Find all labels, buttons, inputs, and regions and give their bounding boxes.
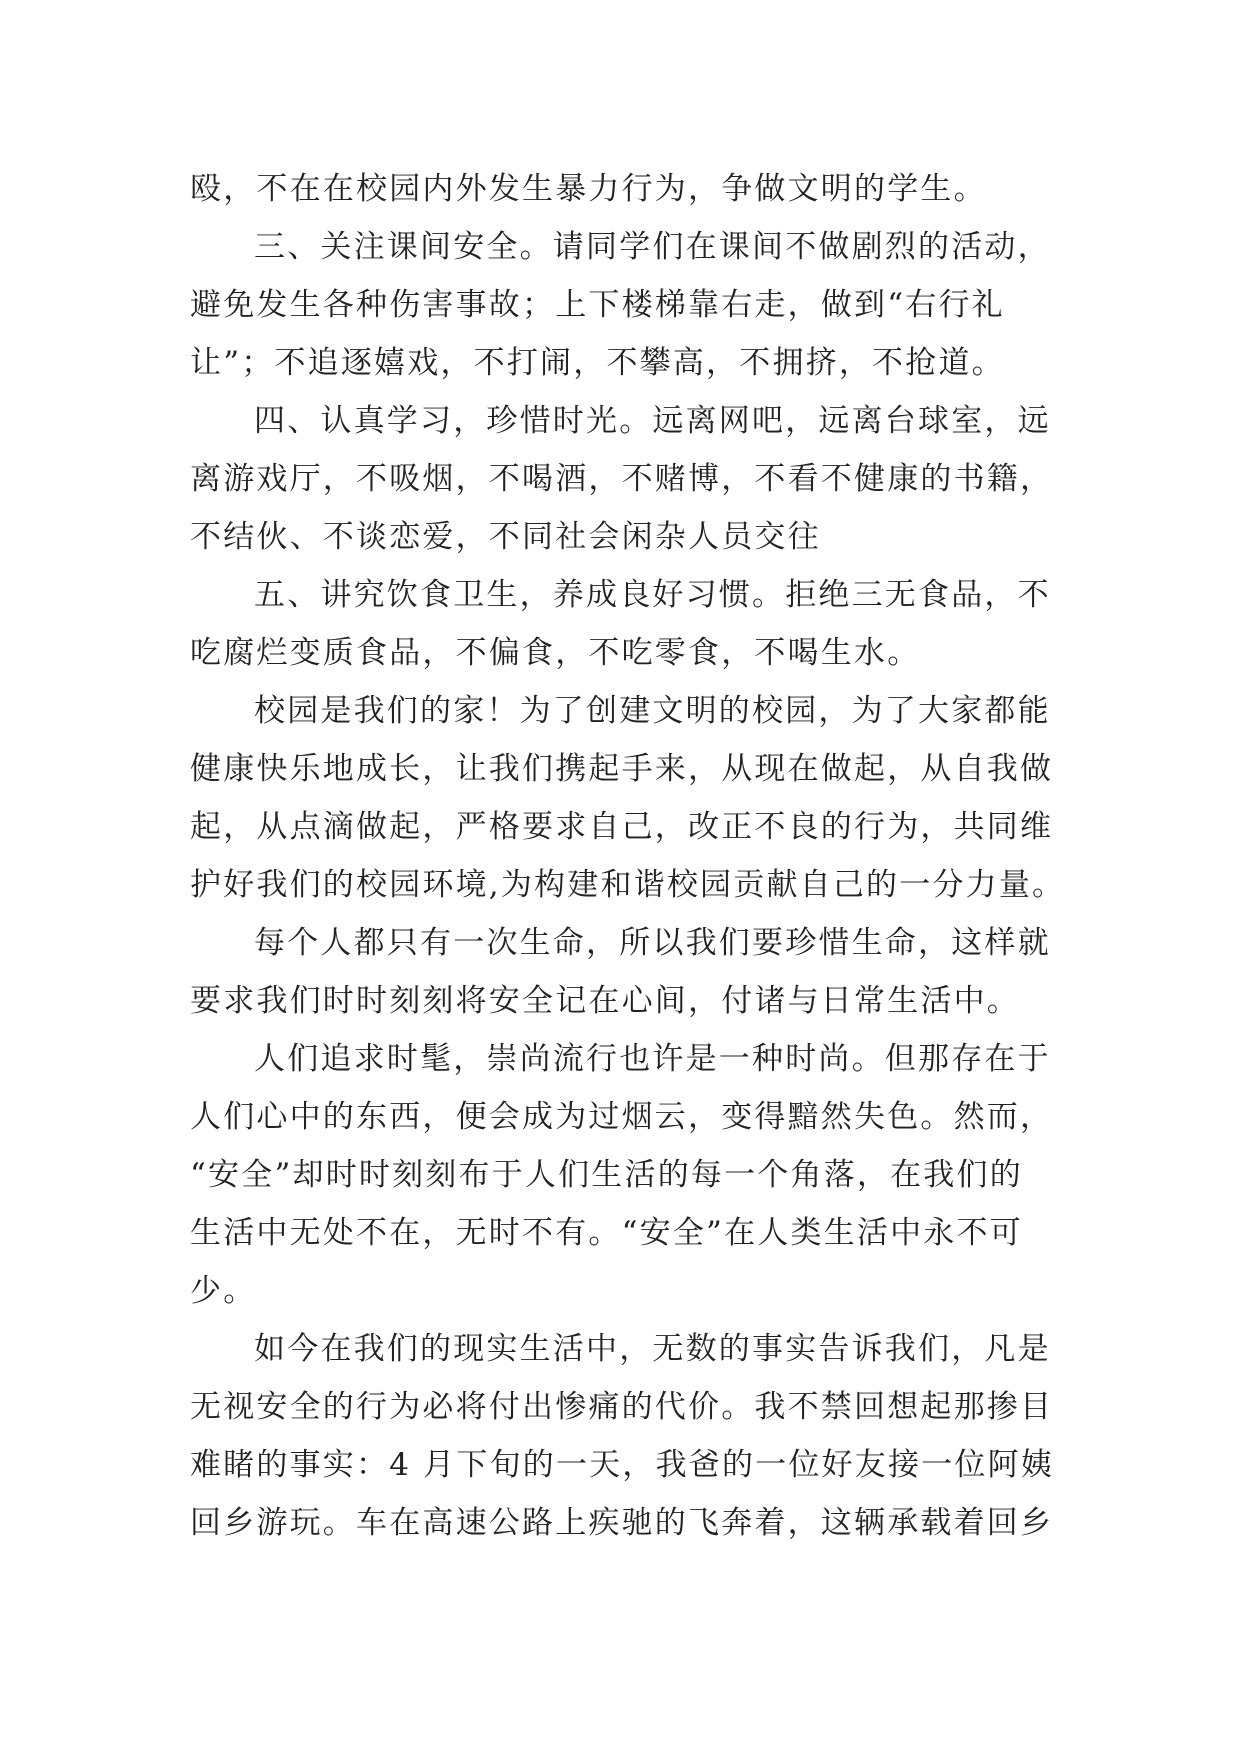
- text-line: 四、认真学习，珍惜时光。远离网吧，远离台球室，远: [254, 403, 1051, 439]
- text-line: 三、关注课间安全。请同学们在课间不做剧烈的活动，: [254, 229, 1051, 265]
- text-line: 护好我们的校园环境,为构建和谐校园贡献自己的一分力量。: [190, 867, 1066, 903]
- document-body: [190, 160, 1070, 1552]
- text-line: 生活中无处不在，无时不有。“安全”在人类生活中永不可: [190, 1215, 1023, 1251]
- text-line: 校园是我们的家！为了创建文明的校园，为了大家都能: [254, 693, 1051, 729]
- paragraph-real-life: [190, 1320, 1070, 1552]
- text-line: 难睹的事实：4 月下旬的一天，我爸的一位好友接一位阿姨: [190, 1447, 1054, 1483]
- text-line: 如今在我们的现实生活中，无数的事实告诉我们，凡是: [254, 1331, 1051, 1367]
- text-line: 每个人都只有一次生命，所以我们要珍惜生命，这样就: [254, 925, 1051, 961]
- text-line: 人们追求时髦，崇尚流行也许是一种时尚。但那存在于: [254, 1041, 1051, 1077]
- text-line: 离游戏厅，不吸烟，不喝酒，不赌博，不看不健康的书籍，: [190, 461, 1054, 497]
- paragraph-safety-everywhere: [190, 1030, 1070, 1320]
- paragraph-item-four: [190, 392, 1070, 566]
- text-line: 殴，不在在校园内外发生暴力行为，争做文明的学生。: [190, 171, 987, 207]
- text-line: 五、讲究饮食卫生，养成良好习惯。拒绝三无食品，不: [254, 577, 1051, 613]
- text-line: 健康快乐地成长，让我们携起手来，从现在做起，从自我做: [190, 751, 1054, 787]
- paragraph-one-life: [190, 914, 1070, 1030]
- text-line: “安全”却时时刻刻布于人们生活的每一个角落，在我们的: [190, 1157, 1023, 1193]
- paragraph-item-three: [190, 218, 1070, 392]
- text-line: 少。: [190, 1273, 257, 1309]
- paragraph-continuation: [190, 160, 1070, 218]
- text-line: 要求我们时时刻刻将安全记在心间，付诸与日常生活中。: [190, 983, 1020, 1019]
- text-line: 起，从点滴做起，严格要求自己，改正不良的行为，共同维: [190, 809, 1054, 845]
- text-line: 避免发生各种伤害事故；上下楼梯靠右走，做到“右行礼: [190, 287, 1005, 323]
- text-line: 无视安全的行为必将付出惨痛的代价。我不禁回想起那掺目: [190, 1389, 1054, 1425]
- paragraph-item-five: [190, 566, 1070, 682]
- text-line: 人们心中的东西，便会成为过烟云，变得黯然失色。然而，: [190, 1099, 1054, 1135]
- text-line: 吃腐烂变质食品，不偏食，不吃零食，不喝生水。: [190, 635, 921, 671]
- text-line: 不结伙、不谈恋爱，不同社会闲杂人员交往: [190, 519, 821, 555]
- text-line: 回乡游玩。车在高速公路上疾驰的飞奔着，这辆承载着回乡: [190, 1505, 1054, 1541]
- paragraph-campus-home: [190, 682, 1070, 914]
- text-line: 让”；不追逐嬉戏，不打闹，不攀高，不拥挤，不抢道。: [190, 345, 1005, 381]
